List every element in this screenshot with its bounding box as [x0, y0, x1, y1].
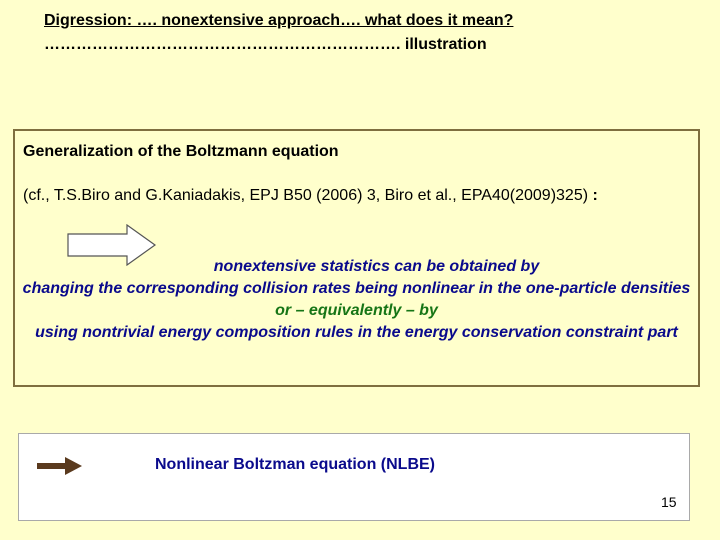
- body-line-1: nonextensive statistics can be obtained by: [213, 258, 540, 275]
- generalization-heading: Generalization of the Boltzmann equation: [23, 143, 339, 160]
- page-number: 15: [661, 494, 677, 510]
- slide-subtitle: …………………………………………………………. illustration: [44, 36, 487, 53]
- citation: [23, 187, 598, 205]
- solid-right-arrow-icon: [37, 456, 83, 476]
- slide-title: Digression: …. nonextensive approach…. what does it mean?: [44, 12, 514, 29]
- generalization-body: [15, 256, 698, 344]
- citation-colon: :: [592, 187, 598, 204]
- body-line-3: or – equivalently – by: [275, 302, 438, 319]
- generalization-box: [13, 129, 700, 387]
- citation-text: (cf., T.S.Biro and G.Kaniadakis, EPJ B50 (2006) 3, Biro et al., EPA40(2009)325): [23, 187, 589, 204]
- body-line-2: changing the corresponding collision rates being nonlinear in the one-particle densities: [22, 280, 691, 297]
- nlbe-box: [18, 433, 690, 521]
- body-line-4: using nontrivial energy composition rules in the energy conservation constraint part: [35, 324, 678, 341]
- nlbe-label: Nonlinear Boltzman equation (NLBE): [155, 456, 435, 473]
